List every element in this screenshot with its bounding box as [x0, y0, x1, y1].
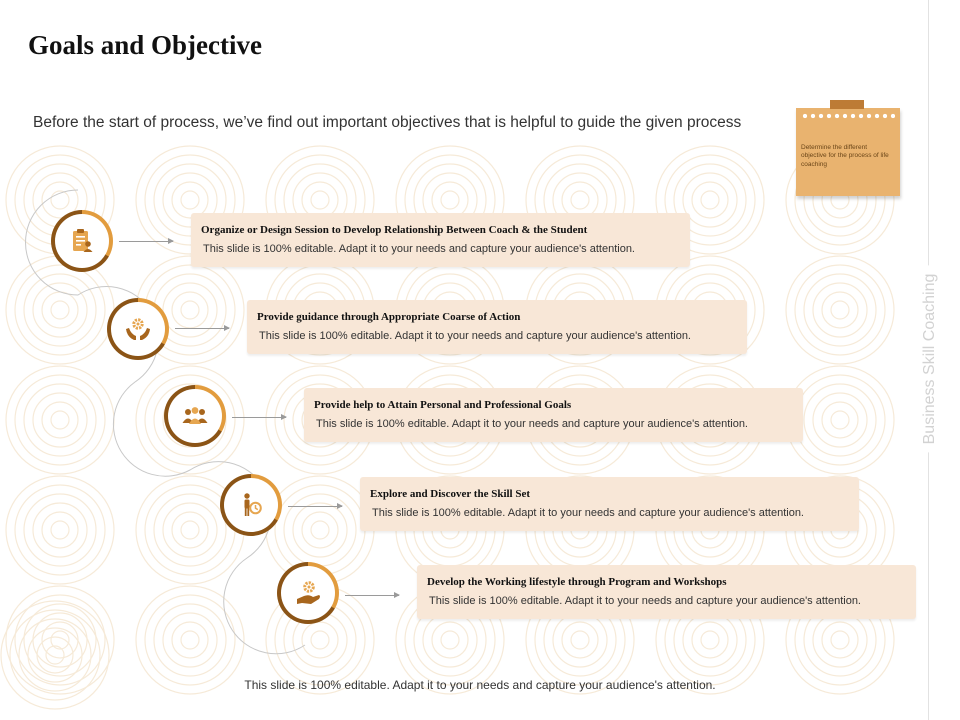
step-2-card [247, 300, 747, 354]
sticky-note [796, 108, 900, 196]
step-1-body: This slide is 100% editable. Adapt it to your needs and capture your audience's attention. [203, 243, 635, 255]
team-group-icon [180, 401, 210, 431]
sticky-note-clip [830, 100, 864, 109]
step-4-badge [220, 474, 282, 536]
side-label: Business Skill Coaching [921, 266, 939, 453]
step-2-title: Provide guidance through Appropriate Coarse of Action [257, 311, 521, 323]
step-5-arrow [345, 595, 399, 596]
step-5-title: Develop the Working lifestyle through Program and Workshops [427, 576, 727, 588]
step-2-arrow [175, 328, 229, 329]
step-4-body: This slide is 100% editable. Adapt it to your needs and capture your audience's attention. [372, 507, 804, 519]
clipboard-user-icon [67, 226, 97, 256]
footer-text: This slide is 100% editable. Adapt it to your needs and capture your audience's attention. [244, 678, 716, 692]
step-1-title: Organize or Design Session to Develop Relationship Between Coach & the Student [201, 224, 588, 236]
step-2-badge [107, 298, 169, 360]
person-clock-icon [236, 490, 266, 520]
step-3-body: This slide is 100% editable. Adapt it to your needs and capture your audience's attention. [316, 418, 748, 430]
step-5-card [417, 565, 916, 619]
sticky-note-text: Determine the different objective for the process of life coaching [801, 144, 889, 168]
step-4-title: Explore and Discover the Skill Set [370, 488, 531, 500]
hands-gear-icon [123, 314, 153, 344]
step-3-arrow [232, 417, 286, 418]
step-3-title: Provide help to Attain Personal and Professional Goals [314, 399, 572, 411]
page-title: Goals and Objective [28, 30, 262, 60]
step-4-card [360, 477, 859, 531]
step-3-card [304, 388, 803, 442]
step-1-arrow [119, 241, 173, 242]
step-4-arrow [288, 506, 342, 507]
hand-gear-icon [293, 578, 323, 608]
sticky-note-perforation [801, 113, 895, 119]
subtitle: Before the start of process, we’ve find out important objectives that is helpful to guide the given process [33, 114, 742, 131]
step-1-badge [51, 210, 113, 272]
step-3-badge [164, 385, 226, 447]
step-5-badge [277, 562, 339, 624]
step-1-card [191, 213, 690, 267]
step-2-body: This slide is 100% editable. Adapt it to your needs and capture your audience's attention. [259, 330, 691, 342]
step-5-body: This slide is 100% editable. Adapt it to your needs and capture your audience's attention. [429, 595, 861, 607]
